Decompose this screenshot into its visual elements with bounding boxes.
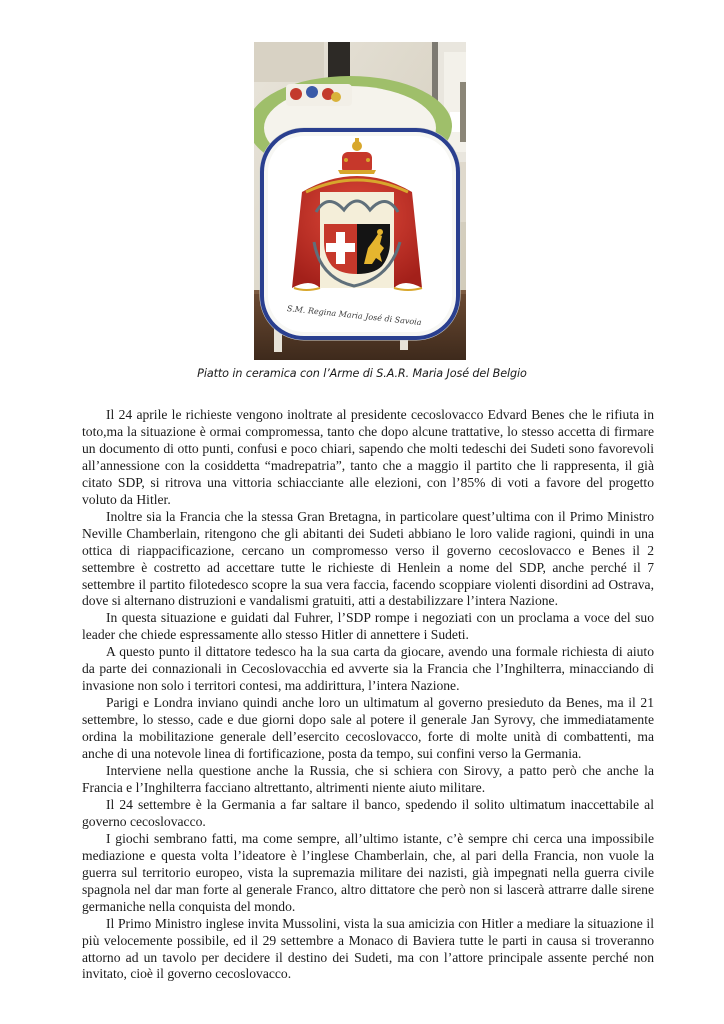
paragraph: I giochi sembrano fatti, ma come sempre, all’ultimo istante, c’è sempre chi cerca una impossibile mediazione e questa volta l’ideatore è l’inglese Chamberlain, che, al pari della Francia, non vuole la guerra sul territorio europeo, vista la supremazia militare dei nazisti, già impegnati nella guerra civile spagnola nel dar man forte al generale Franco, altro dittatore che però non si lascerà attrarre dalle sirene germaniche nella conquista del mondo.: [82, 830, 654, 914]
svg-text:S.M. Regina Maria José di Savo: S.M. Regina Maria José di Savoia: [286, 303, 422, 328]
paragraph: Inoltre sia la Francia che la stessa Gran Bretagna, in particolare quest’ultima con il Primo Ministro Neville Chamberlain, ritengono che gli abitanti dei Sudeti abbiano le loro valide ragioni, quindi in una ottica di riappacificazione, cercano un compromesso verso il governo cecoslovacco e Benes il 2 settembre è costretto ad accettare tutte le richieste di Henlein a nome del SDP, anche perché il 7 settembre il partito filotedesco scopre la sua vera faccia, facendo scoppiare violenti disordini ad Ostrava, dove si alternano distruzioni e vandalismi gratuiti, atti a destabilizzare l’intera Nazione.: [82, 508, 654, 609]
figure-caption: Piatto in ceramica con l’Arme di S.A.R. Maria José del Belgio: [197, 367, 527, 380]
paragraph: Il Primo Ministro inglese invita Mussolini, vista la sua amicizia con Hitler a mediare la situazione il più velocemente possibile, ed il 29 settembre a Monaco di Baviera tutte le parti in causa si troveranno attorno ad un tavolo per decidere il destino dei Sudeti, ma con l’attore principale assente perché non invitato, cioè il governo cecoslovacco.: [82, 915, 654, 982]
ceramic-plate-photo: [254, 42, 466, 360]
paragraph: Interviene nella questione anche la Russia, che si schiera con Sirovy, a patto però che anche la Francia e l’Inghilterra facciano altrettanto, altrimenti niente aiuto militare.: [82, 763, 654, 795]
paragraph: A questo punto il dittatore tedesco ha la sua carta da giocare, avendo una formale richiesta di aiuto da parte dei connazionali in Cecoslovacchia ed avverte sia la Francia che l’Inghilterra, minacciando di invasione non solo i territori contesi, ma addirittura, l’intera Nazione.: [82, 644, 654, 694]
paragraph: In questa situazione e guidati dal Fuhrer, l’SDP rompe i negoziati con un proclama a voce del suo leader che chiede espressamente allo stesso Hitler di annettere i Sudeti.: [82, 610, 654, 643]
paragraph: Il 24 aprile le richieste vengono inoltrate al presidente cecoslovacco Edvard Benes che le rifiuta in toto,ma la situazione è ormai compromessa, tanto che dopo alcune trattative, lo stesso accetta di firmare un documento di otto punti, confusi e poco chiari, sapendo che molti tedeschi dei Sudeti sono favorevoli all’annessione con la cosiddetta “madrepatria”, tanto che a maggio il partito che li rappresenta, il già citato SDP, si ritrova una vittoria schiacciante alle elezioni, con l’85% di voti a favore del progetto voluto da Hitler.: [82, 407, 654, 507]
paragraph: Il 24 settembre è la Germania a far saltare il banco, spedendo il solito ultimatum inaccettabile al governo cecoslovacco.: [82, 796, 654, 829]
paragraph: Parigi e Londra inviano quindi anche loro un ultimatum al governo presieduto da Benes, ma il 21 settembre, lo stesso, cade e due giorni dopo sale al potere il generale Jan Syrovy, che immediatamente ordina la mobilitazione generale dell’esercito cecoslovacco, forte di molte unità di combattenti, ma anche di una notevole linea di fortificazione, posta da tempo, sui confini verso la Germania.: [82, 695, 654, 762]
article-body: [82, 407, 654, 983]
